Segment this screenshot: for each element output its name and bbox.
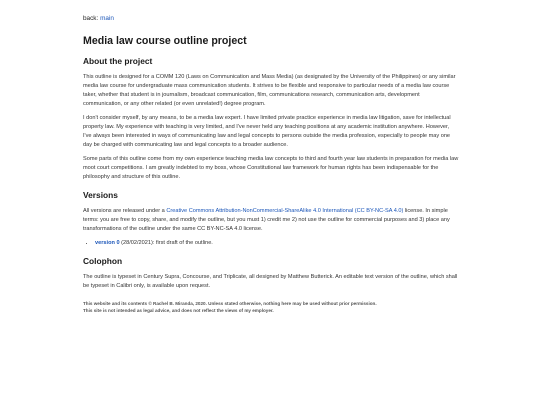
version-0-link[interactable]: version 0: [95, 240, 120, 246]
versions-text-before: All versions are released under a: [83, 208, 167, 214]
colophon-heading: Colophon: [83, 256, 123, 266]
about-paragraph-1: This outline is designed for a COMM 120 (Laws on Communication and Mass Media) (as designated by the University of the Philippines) or any similar media law course for undergraduate mass communication students. It strives to be flexible and responsive to particular needs of a media law course taker, whether that student is in journalism, broadcast communication, film, communications research, communication arts, development communication, or any other related (or even unrelated!) degree program.: [83, 74, 456, 107]
versions-heading: Versions: [83, 190, 118, 200]
footer-disclaimer: This site is not intended as legal advice, and does not reflect the views of my employer.: [83, 308, 274, 313]
main-content: [83, 14, 459, 314]
about-paragraph-2: I don't consider myself, by any means, to be a media law expert. I have limited private practice experience in media law litigation, save for intellectual property law. My experience with teaching is very limited, and I've never held any teaching positions at any academic institution anywhere. However, I've always been interested in ways of communicating law and legal concepts to persons outside the media profession, especially to people may one day be charged with communicating law and legal concepts to a broader audience.: [83, 115, 451, 148]
footer-copyright: This website and its contents © Rachel B. Miranda, 2020. Unless stated otherwise, nothing here may be used without prior permission.: [83, 301, 377, 306]
versions-list: [83, 239, 459, 248]
version-0-text: (28/02/2021): first draft of the outline.: [119, 240, 213, 246]
versions-text-after: license. In simple terms: you are free to copy, share, and modify the outline, but you must 1) credit me 2) not use the outline for commercial purposes and 3) place any transformations of the outline under the same CC BY-NC-SA 4.0 license.: [83, 208, 450, 232]
page-title: Media law course outline project: [83, 35, 247, 47]
about-paragraph-3: Some parts of this outline come from my own experience teaching media law concepts to third and fourth year law students in preparation for media law moot court competitions. I am greatly indebted to my boss, whose Constitutional law framework for human rights has been indispensable for the philosophy and structure of this outline.: [83, 156, 459, 180]
back-nav: [83, 14, 459, 23]
list-item: [95, 239, 459, 248]
back-label: back:: [83, 15, 99, 22]
back-main-link[interactable]: main: [100, 15, 114, 22]
about-heading: About the project: [83, 56, 153, 66]
footer: [83, 300, 459, 314]
versions-paragraph: [83, 207, 459, 234]
colophon-paragraph: The outline is typeset in Century Supra, Concourse, and Triplicate, all designed by Matthew Butterick. An editable text version of the outline, which shall be typeset in Calibri only, is available upon request.: [83, 274, 458, 289]
license-link[interactable]: Creative Commons Attribution-NonCommercial-ShareAlike 4.0 International (CC BY-NC-SA 4.0): [166, 208, 404, 214]
